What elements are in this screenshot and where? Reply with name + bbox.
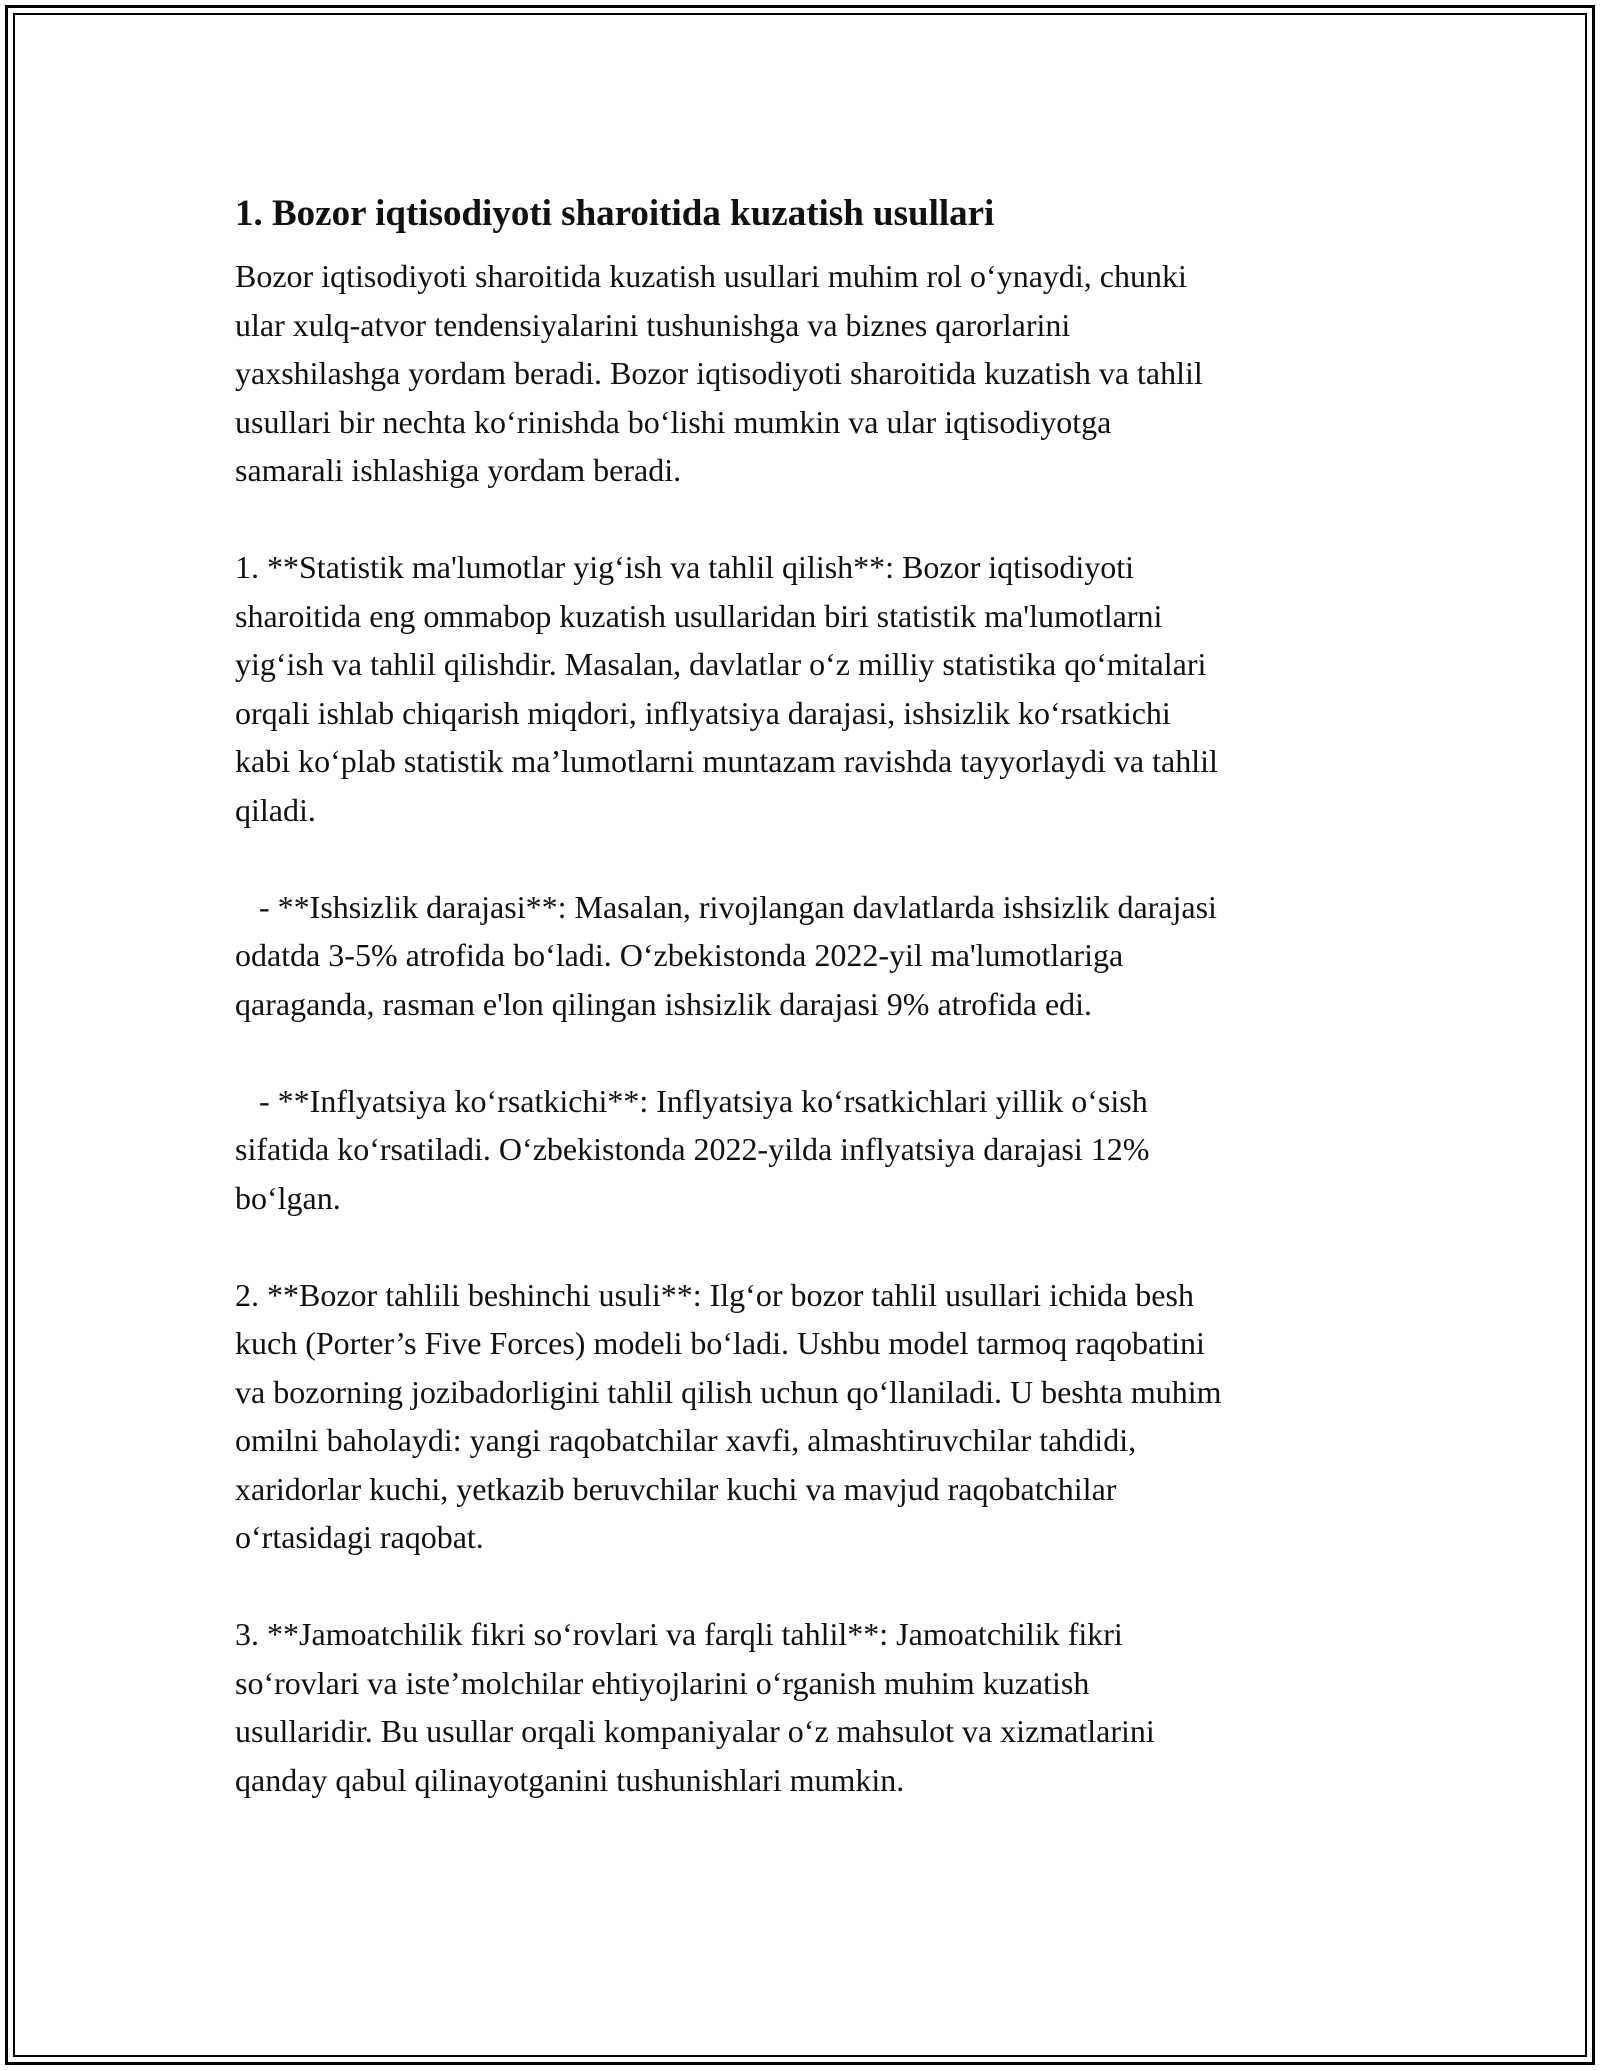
- paragraph-public-opinion-surveys: 3. **Jamoatchilik fikri soʻrovlari va farqli tahlil**: Jamoatchilik fikri soʻrovlari va iste’molchilar ehtiyojlarini oʻrganish muhim kuzatish usullaridir. Bu usullar orqali kompaniyalar oʻz mahsulot va xizmatlarini qanday qabul qilinayotganini tushunishlari mumkin.: [235, 1616, 1155, 1798]
- paragraph-five-forces: 2. **Bozor tahlili beshinchi usuli**: Ilgʻor bozor tahlil usullari ichida besh kuch (Porter’s Five Forces) modeli boʻladi. Ushbu model tarmoq raqobatini va bozorning jozibadorligini tahlil qilish uchun qoʻllaniladi. U beshta muhim omilni baholaydi: yangi raqobatchilar xavfi, almashtiruvchilar tahdidi, xaridorlar kuchi, yetkazib beruvchilar kuchi va mavjud raqobatchilar oʻrtasidagi raqobat.: [235, 1276, 1222, 1555]
- paragraph-inflation-rate: - **Inflyatsiya koʻrsatkichi**: Inflyatsiya koʻrsatkichlari yillik oʻsish sifatida koʻrsatiladi. Oʻzbekistonda 2022-yilda inflyatsiya darajasi 12% boʻlgan.: [235, 1082, 1150, 1216]
- document-title: 1. Bozor iqtisodiyoti sharoitida kuzatish usullari: [235, 193, 995, 234]
- paragraph-unemployment-rate: - **Ishsizlik darajasi**: Masalan, rivojlangan davlatlarda ishsizlik darajasi odatda 3-5% atrofida boʻladi. Oʻzbekistonda 2022-yil ma'lumotlariga qaraganda, rasman e'lon qilingan ishsizlik darajasi 9% atrofida edi.: [235, 888, 1217, 1022]
- paragraph-statistical-data: 1. **Statistik ma'lumotlar yigʻish va tahlil qilish**: Bozor iqtisodiyoti sharoitida eng ommabop kuzatish usullaridan biri statistik ma'lumotlarni yigʻish va tahlil qilishdir. Masalan, davlatlar oʻz milliy statistika qoʻmitalari orqali ishlab chiqarish miqdori, inflyatsiya darajasi, ishsizlik koʻrsatkichi kabi koʻplab statistik ma’lumotlarni muntazam ravishda tayyorlaydi va tahlil qiladi.: [235, 549, 1218, 828]
- intro-paragraph: Bozor iqtisodiyoti sharoitida kuzatish usullari muhim rol oʻynaydi, chunki ular xulq-atvor tendensiyalarini tushunishga va biznes qarorlarini yaxshilashga yordam beradi. Bozor iqtisodiyoti sharoitida kuzatish va tahlil usullari bir nechta koʻrinishda boʻlishi mumkin va ular iqtisodiyotga samarali ishlashiga yordam beradi.: [235, 258, 1203, 488]
- document-body: [235, 190, 1375, 1804]
